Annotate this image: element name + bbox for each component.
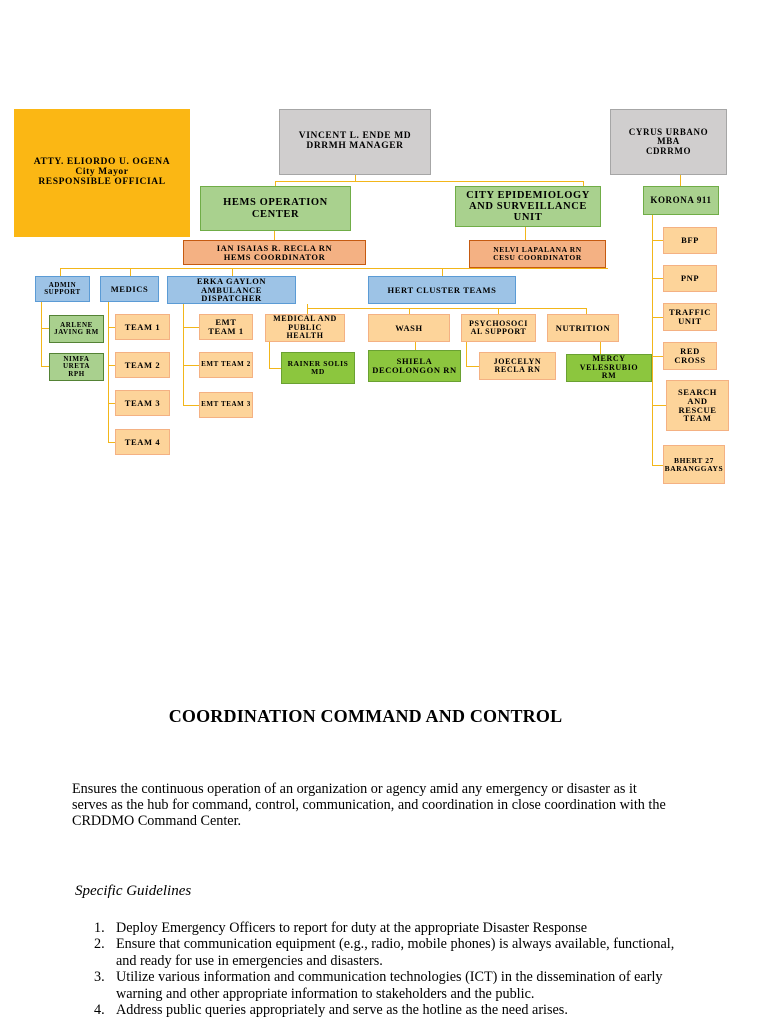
connector-line — [232, 268, 233, 276]
connector-line — [60, 268, 608, 269]
org-chart — [0, 0, 768, 500]
guideline-item — [72, 969, 692, 1002]
connector-line — [680, 175, 681, 186]
connector-line — [41, 302, 42, 366]
connector-line — [108, 442, 115, 443]
connector-line — [108, 302, 109, 442]
guideline-item — [72, 920, 692, 936]
org-node-nutrition: NUTRITION — [547, 314, 619, 342]
org-node-cesu-coord: NELVI LAPALANA RN CESU COORDINATOR — [469, 240, 606, 268]
org-node-mayor: ATTY. ELIORDO U. OGENA City Mayor RESPONSIBLE OFFICIAL — [14, 109, 190, 237]
org-node-traffic: TRAFFIC UNIT — [663, 303, 717, 331]
connector-line — [108, 327, 115, 328]
org-node-emt1: EMT TEAM 1 — [199, 314, 253, 340]
org-node-team2: TEAM 2 — [115, 352, 170, 378]
connector-line — [108, 403, 115, 404]
org-node-hert: HERT CLUSTER TEAMS — [368, 276, 516, 304]
connector-line — [108, 365, 115, 366]
connector-line — [275, 181, 583, 182]
connector-line — [652, 240, 663, 241]
guideline-text: Address public queries appropriately and serve as the hotline as the need arises. — [116, 1002, 568, 1019]
connector-line — [442, 268, 443, 276]
connector-line — [600, 342, 601, 354]
connector-line — [307, 304, 308, 314]
connector-line — [307, 308, 586, 309]
guideline-text: Utilize various information and communication technologies (ICT) in the dissemination of early warning and other appropriate information to stakeholders and the public. — [116, 969, 663, 1002]
org-node-korona: KORONA 911 — [643, 186, 719, 215]
connector-line — [269, 342, 270, 368]
org-node-psycho: PSYCHOSOCI AL SUPPORT — [461, 314, 536, 342]
guideline-number: 3. — [94, 969, 105, 986]
connector-line — [130, 268, 131, 276]
org-node-emt3: EMT TEAM 3 — [199, 392, 253, 418]
guideline-item — [72, 936, 692, 969]
org-node-nimfa: NIMFA URETA RPH — [49, 353, 104, 381]
org-node-mercy: MERCY VELESRUBIO RM — [566, 354, 652, 382]
org-node-team3: TEAM 3 — [115, 390, 170, 416]
guideline-number: 1. — [94, 920, 105, 936]
org-node-hems-ops: HEMS OPERATION CENTER — [200, 186, 351, 231]
connector-line — [652, 405, 666, 406]
guidelines-heading: Specific Guidelines — [75, 883, 192, 899]
connector-line — [652, 215, 653, 466]
connector-line — [652, 356, 663, 357]
org-node-medical: MEDICAL AND PUBLIC HEALTH — [265, 314, 345, 342]
intro-paragraph: Ensures the continuous operation of an organization or agency amid any emergency or disaster as it serves as the hub for command, control, communication, and coordination in close coordination with the CRDDMO Command Center. — [72, 781, 666, 830]
guideline-item — [72, 1002, 692, 1018]
guideline-text: Deploy Emergency Officers to report for duty at the appropriate Disaster Response — [116, 920, 588, 936]
connector-line — [652, 278, 663, 279]
org-node-emt2: EMT TEAM 2 — [199, 352, 253, 378]
connector-line — [183, 365, 199, 366]
org-node-wash: WASH — [368, 314, 450, 342]
guidelines-list — [72, 920, 692, 1018]
connector-line — [183, 327, 199, 328]
guideline-number: 2. — [94, 936, 105, 953]
org-node-joecelyn: JOECELYN RECLA RN — [479, 352, 556, 380]
org-node-arlene: ARLENE JAVING RM — [49, 315, 104, 343]
org-node-team4: TEAM 4 — [115, 429, 170, 455]
connector-line — [652, 465, 663, 466]
connector-line — [466, 342, 467, 366]
connector-line — [415, 342, 416, 350]
org-node-cesu: CITY EPIDEMIOLOGY AND SURVEILLANCE UNIT — [455, 186, 601, 227]
org-node-redcross: RED CROSS — [663, 342, 717, 370]
connector-line — [183, 405, 199, 406]
connector-line — [525, 227, 526, 240]
guideline-number: 4. — [94, 1002, 105, 1019]
org-node-cdrrmo: CYRUS URBANO MBA CDRRMO — [610, 109, 727, 175]
org-node-pnp: PNP — [663, 265, 717, 292]
org-node-shiela: SHIELA DECOLONGON RN — [368, 350, 461, 382]
org-node-medics: MEDICS — [100, 276, 159, 302]
org-node-dispatcher: ERKA GAYLON AMBULANCE DISPATCHER — [167, 276, 296, 304]
connector-line — [41, 328, 49, 329]
connector-line — [183, 304, 184, 405]
org-node-drrmh: VINCENT L. ENDE MD DRRMH MANAGER — [279, 109, 431, 175]
connector-line — [41, 366, 49, 367]
connector-line — [466, 366, 479, 367]
org-node-rainer: RAINER SOLIS MD — [281, 352, 355, 384]
org-node-admin: ADMIN SUPPORT — [35, 276, 90, 302]
org-node-sar: SEARCH AND RESCUE TEAM — [666, 380, 729, 431]
guideline-text: Ensure that communication equipment (e.g., radio, mobile phones) is always available, functional, and ready for use in emergencies and disasters. — [116, 936, 675, 969]
connector-line — [60, 268, 61, 276]
connector-line — [274, 231, 275, 240]
org-node-bfp: BFP — [663, 227, 717, 254]
org-node-bhert: BHERT 27 BARANGGAYS — [663, 445, 725, 484]
section-title: COORDINATION COMMAND AND CONTROL — [168, 706, 563, 726]
org-node-team1: TEAM 1 — [115, 314, 170, 340]
connector-line — [652, 317, 663, 318]
connector-line — [269, 368, 281, 369]
org-node-hems-coord: IAN ISAIAS R. RECLA RN HEMS COORDINATOR — [183, 240, 366, 265]
